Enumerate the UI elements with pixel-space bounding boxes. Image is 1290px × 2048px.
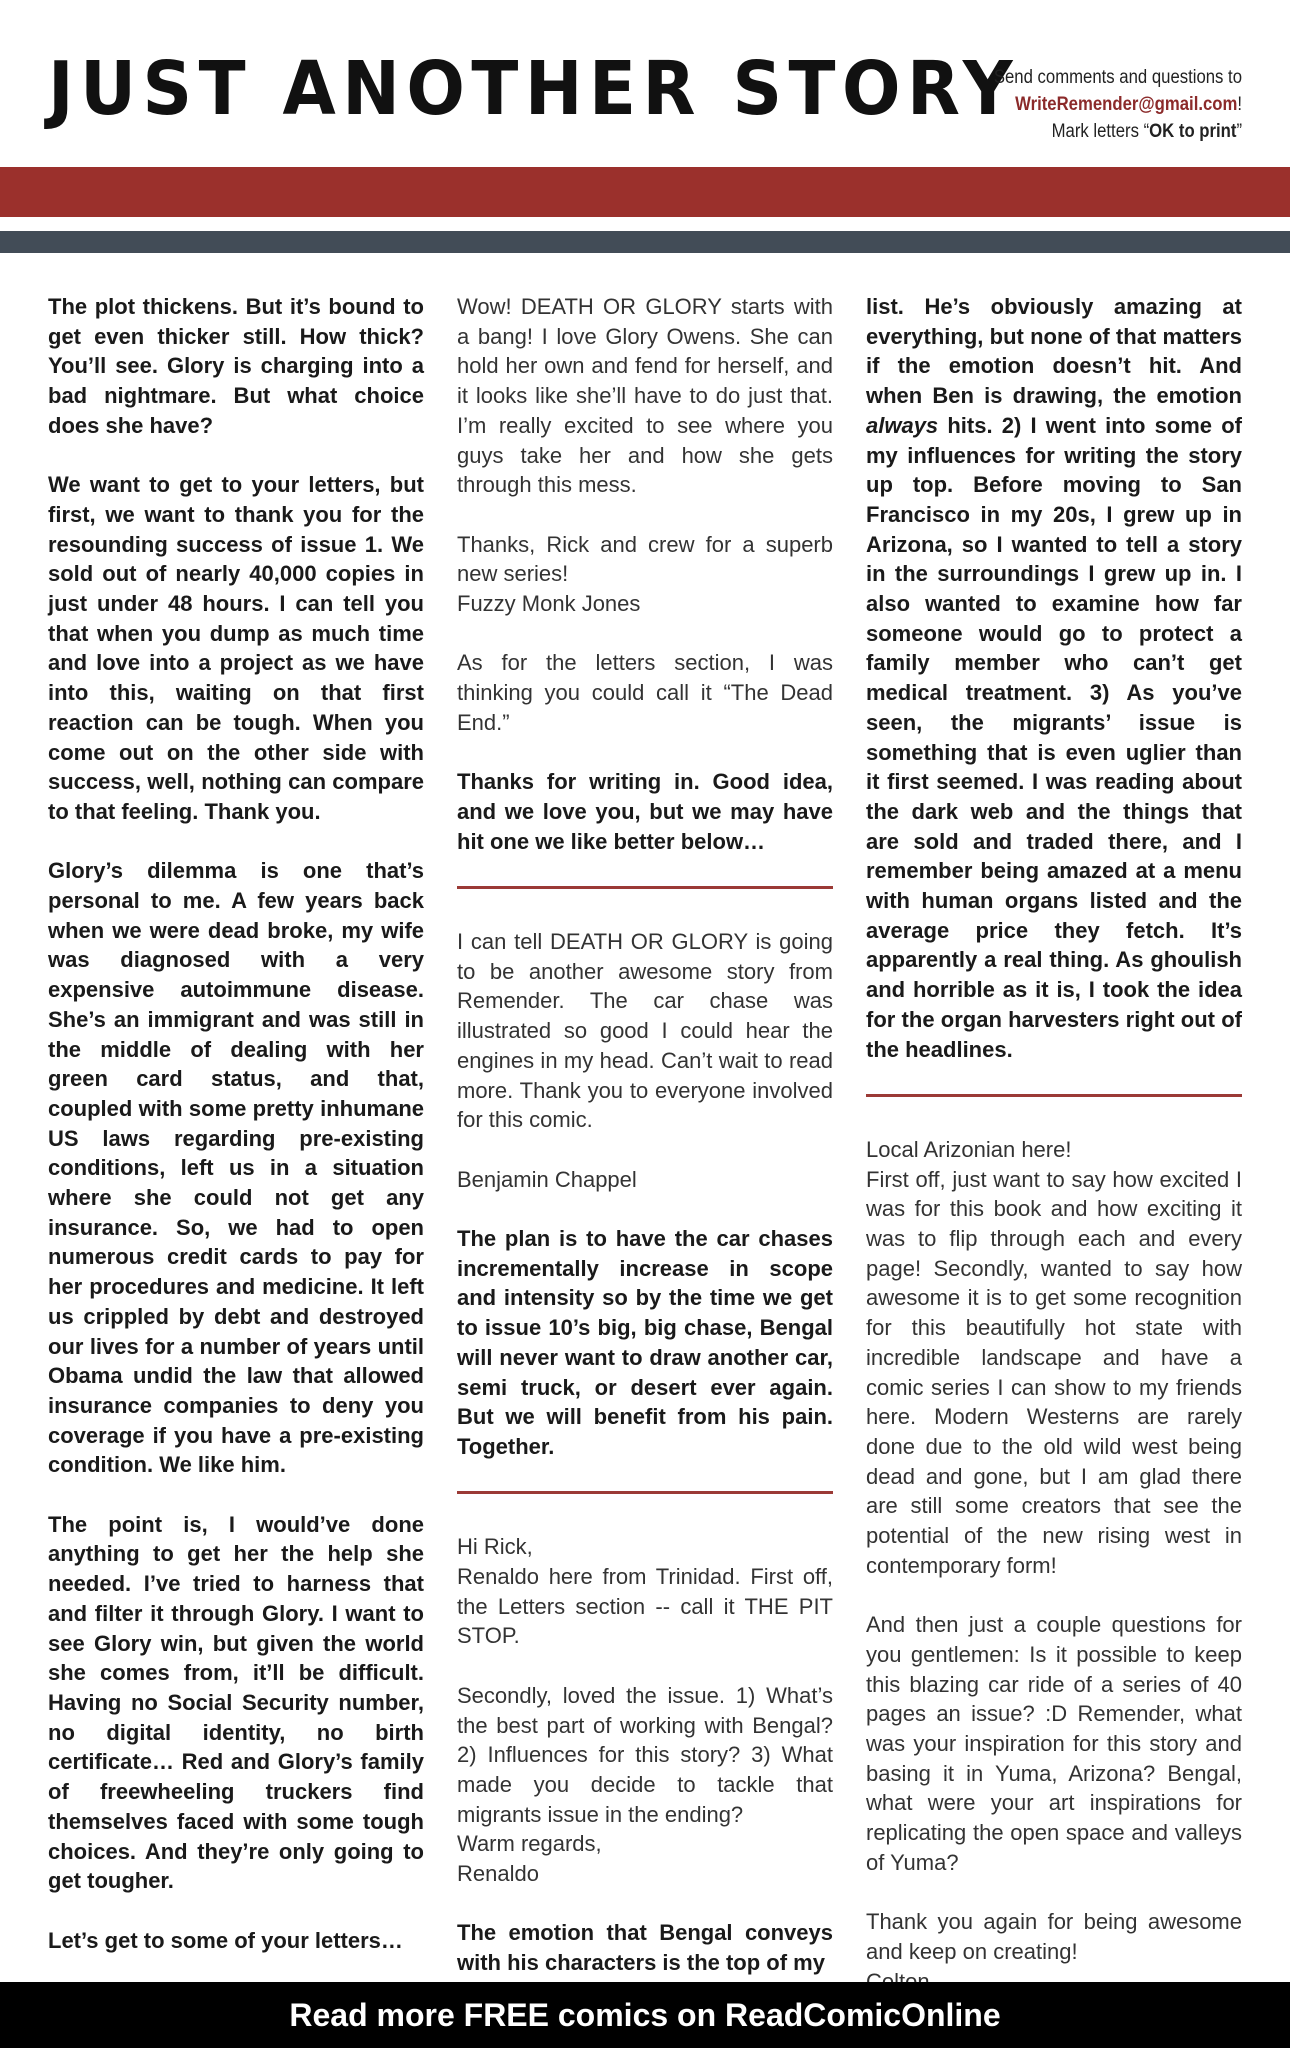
- section-divider: [866, 1094, 1242, 1097]
- reply-emphasis: always: [866, 412, 939, 438]
- editor-reply: [866, 292, 1242, 1064]
- letter-greeting: Hi Rick,: [457, 1534, 533, 1560]
- letter-signature: Renaldo: [457, 1861, 539, 1887]
- contact-line-3: [994, 118, 1242, 145]
- editorial-paragraph: The plot thickens. But it’s bound to get even thicker still. How thick? You’ll see. Glory is charging into a bad nightmare. But what choice does she have?: [48, 294, 424, 438]
- header-band-gap: [0, 217, 1290, 231]
- section-divider: [457, 886, 833, 889]
- reply-text: hits. 2) I went into some of my influences for writing the story up top. Before moving to San Francisco in my 20s, I grew up in Arizona, so I wanted to tell a story in the surroundings I grew up in. I also wanted to examine how far someone would go to protect a family member who can’t get medical treatment. 3) As you’ve seen, the migrants’ issue is something that is even uglier than it first seemed. I was reading about the dark web and the things that are sold and traded there, and I remember being amazed at a menu with human organs listed and the average price they fetch. It’s apparently a real thing. As ghoulish and horrible as it is, I took the idea for the organ harvesters right out of the headlines.: [866, 412, 1242, 1062]
- letter-opening: Local Arizonian here!: [866, 1136, 1072, 1162]
- contact-line-2: [994, 91, 1242, 118]
- header-band-grey: [0, 231, 1290, 253]
- editorial-paragraph: The point is, I would’ve done anything to get her the help she needed. I’ve tried to harness that and filter it through Glory. I want to see Glory win, but given the world she comes from, it’ll be difficult. Having no Social Security number, no digital identity, no birth certificate… Red and Glory’s family of freewheeling truckers find themselves faced with some tough choices. And they’re only going to get tougher.: [48, 1511, 424, 1894]
- letter-paragraph: And then just a couple questions for you gentlemen: Is it possible to keep this blazing car ride of a series of 40 pages an issue? :D Remender, what was your inspiration for this story and basing it in Yuma, Arizona? Bengal, what were your art inspirations for replicating the open space and valleys of Yuma?: [866, 1612, 1242, 1875]
- letter-closing: Warm regards,: [457, 1831, 602, 1857]
- editorial-paragraph: Let’s get to some of your letters…: [48, 1927, 403, 1953]
- header-band-red: [0, 167, 1290, 217]
- contact-email-link[interactable]: WriteRemender@gmail.com: [1015, 94, 1238, 115]
- contact-line-3-suffix: ”: [1236, 121, 1242, 142]
- letter-signature: Benjamin Chappel: [457, 1166, 637, 1192]
- letter-text: Renaldo here from Trinidad. First off, the Letters section -- call it THE PIT STOP.: [457, 1564, 833, 1649]
- footer-banner-link[interactable]: Read more FREE comics on ReadComicOnline: [0, 1982, 1290, 2048]
- letter-text: Secondly, loved the issue. 1) What’s the best part of working with Bengal? 2) Influences for this story? 3) What made you decide to tackle that migrants issue in the ending?: [457, 1682, 833, 1827]
- letter-paragraph: As for the letters section, I was thinking you could call it “The Dead End.”: [457, 650, 833, 735]
- contact-email-suffix: !: [1237, 94, 1242, 115]
- column-3: [866, 292, 1242, 2026]
- letter-paragraph: [866, 1135, 1242, 1581]
- letter-text: Thank you again for being awesome and keep on creating!: [866, 1909, 1242, 1964]
- letter-paragraph: [457, 530, 833, 619]
- editor-reply: Thanks for writing in. Good idea, and we love you, but we may have hit one we like better below…: [457, 769, 833, 854]
- editorial-paragraph: Glory’s dilemma is one that’s personal to me. A few years back when we were dead broke, my wife was diagnosed with a very expensive autoimmune disease. She’s an immigrant and was still in the middle of dealing with her green card status, and that, coupled with some pretty inhumane US laws regarding pre-existing conditions, left us in a situation where she could not get any insurance. So, we had to open numerous credit cards to pay for her procedures and medicine. It left us crippled by debt and destroyed our lives for a number of years until Obama undid the law that allowed insurance companies to deny you coverage if you have a pre-existing condition. We like him.: [48, 858, 424, 1478]
- contact-line-1: Send comments and questions to: [993, 67, 1242, 88]
- contact-line-3-prefix: Mark letters “: [1051, 121, 1150, 142]
- letter-paragraph: I can tell DEATH OR GLORY is going to be another awesome story from Remender. The car chase was illustrated so good I could hear the engines in my head. Can’t wait to read more. Thank you to everyone involved for this comic.: [457, 929, 833, 1133]
- letter-paragraph: Wow! DEATH OR GLORY starts with a bang! I love Glory Owens. She can hold her own and fend for herself, and it looks like she’ll have to do just that. I’m really excited to see where you guys take her and how she gets through this mess.: [457, 294, 833, 498]
- editorial-paragraph: We want to get to your letters, but first, we want to thank you for the resounding success of issue 1. We sold out of nearly 40,000 copies in just under 48 hours. I can tell you that when you dump as much time and love into a project as we have into this, waiting on that first reaction can be tough. When you come out on the other side with success, well, nothing can compare to that feeling. Thank you.: [48, 472, 424, 824]
- reply-text: list. He’s obviously amazing at everything, but none of that matters if the emotion doesn’t hit. And when Ben is drawing, the emotion: [866, 294, 1242, 409]
- editor-reply: The emotion that Bengal conveys with his characters is the top of my: [457, 1920, 833, 1976]
- letter-text: Thanks, Rick and crew for a superb new series!: [457, 531, 833, 587]
- section-divider: [457, 1491, 833, 1494]
- page-title: JUST ANOTHER STORY: [48, 46, 1020, 132]
- ok-to-print-label: OK to print: [1149, 121, 1237, 142]
- column-2: [457, 292, 833, 2008]
- column-1: [48, 292, 424, 1985]
- contact-info: [994, 64, 1242, 145]
- letter-signature: Fuzzy Monk Jones: [457, 591, 641, 617]
- letter-text: First off, just want to say how excited I was for this book and how exciting it was to flip through each and every page! Secondly, wanted to say how awesome it is to get some recognition for this beautifully hot state with incredible landscape and have a comic series I can show to my friends here. Modern Westerns are rarely done due to the old wild west being dead and gone, but I am glad there are still some creators that see the potential of the new rising west in contemporary form!: [866, 1166, 1242, 1578]
- letter-paragraph: [457, 1681, 833, 1889]
- editor-reply: The plan is to have the car chases incrementally increase in scope and intensity so by the time we get to issue 10’s big, big chase, Bengal will never want to draw another car, semi truck, or desert ever again. But we will benefit from his pain. Together.: [457, 1226, 833, 1459]
- letter-paragraph: [457, 1532, 833, 1651]
